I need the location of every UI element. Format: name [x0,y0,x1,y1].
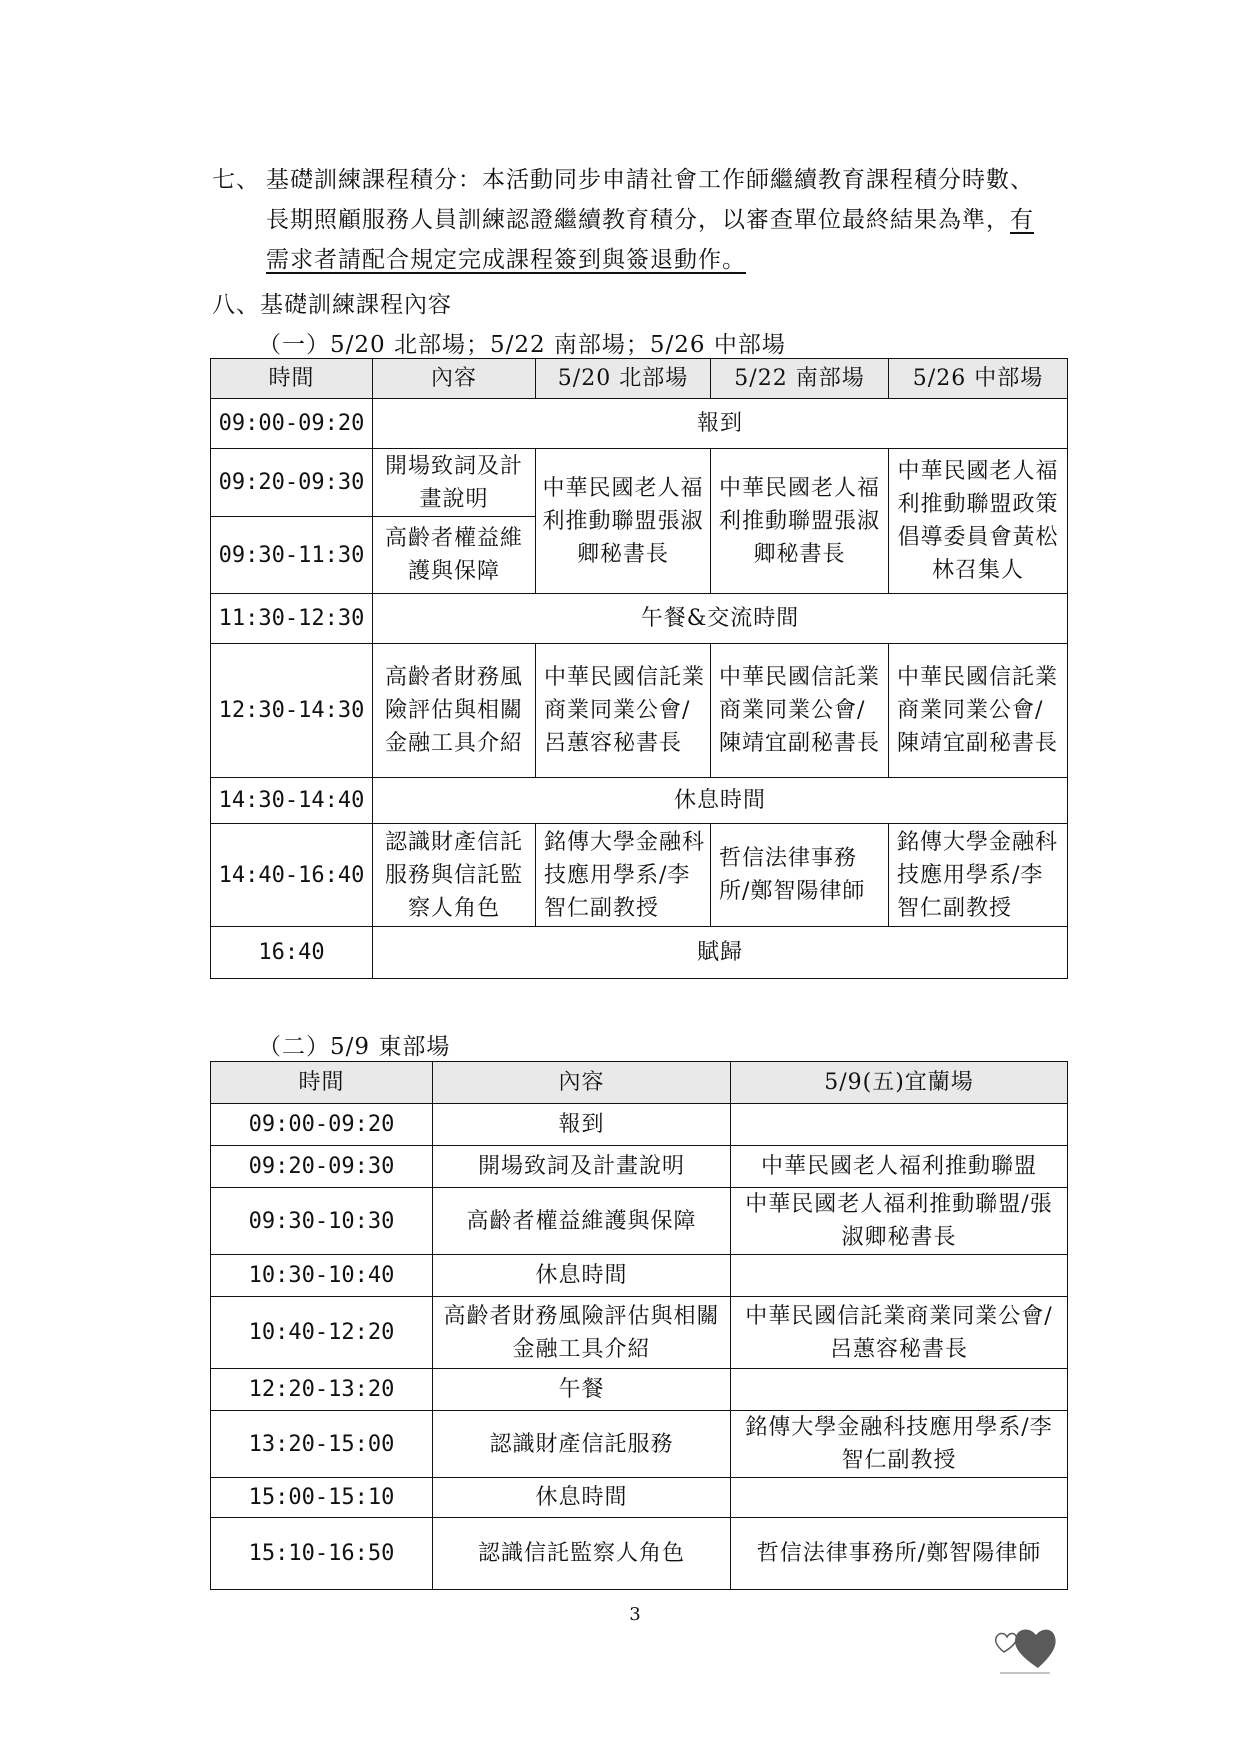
header-south: 5/22 南部場 [711,359,889,399]
table-row [211,1478,1068,1518]
content-cell: 高齡者財務風險評估與相關金融工具介紹 [373,644,536,778]
time-cell: 09:00-09:20 [211,1104,433,1146]
table-row [211,927,1068,979]
speaker-cell [731,1104,1068,1146]
speaker-cell: 銘傳大學金融科技應用學系/李智仁副教授 [731,1411,1068,1478]
section-7-paragraph [212,160,1092,280]
table-row [211,1255,1068,1297]
speaker-cell: 中華民國信託業商業同業公會/呂蕙容秘書長 [731,1297,1068,1369]
speaker-north: 中華民國老人福利推動聯盟張淑卿秘書長 [536,449,711,594]
speaker-central: 中華民國信託業商業同業公會/陳靖宜副秘書長 [889,644,1068,778]
time-cell: 16:40 [211,927,373,979]
table-1-caption: （一）5/20 北部場；5/22 南部場；5/26 中部場 [258,332,786,358]
speaker-cell [731,1255,1068,1297]
time-cell: 15:00-15:10 [211,1478,433,1518]
table-row [211,449,1068,517]
speaker-cell [731,1369,1068,1411]
section-8-title: 八、基礎訓練課程內容 [212,292,452,318]
content-cell: 認識財產信託服務與信託監察人角色 [373,824,536,927]
header-content: 內容 [433,1062,731,1104]
speaker-south: 中華民國信託業商業同業公會/陳靖宜副秘書長 [711,644,889,778]
time-cell: 13:20-15:00 [211,1411,433,1478]
page-number: 3 [629,1604,641,1625]
table-row [211,1369,1068,1411]
speaker-south: 中華民國老人福利推動聯盟張淑卿秘書長 [711,449,889,594]
speaker-central: 中華民國老人福利推動聯盟政策倡導委員會黃松林召集人 [889,449,1068,594]
table-row [211,1188,1068,1255]
content-cell: 高齡者權益維護與保障 [373,517,536,594]
time-cell: 09:00-09:20 [211,399,373,449]
speaker-central: 銘傳大學金融科技應用學系/李智仁副教授 [889,824,1068,927]
time-cell: 12:30-14:30 [211,644,373,778]
merged-cell: 報到 [373,399,1068,449]
header-time: 時間 [211,359,373,399]
time-cell: 14:30-14:40 [211,778,373,824]
table-row [211,399,1068,449]
section-7-line-3: 需求者請配合規定完成課程簽到與簽退動作。 [266,247,746,273]
speaker-north: 銘傳大學金融科技應用學系/李智仁副教授 [536,824,711,927]
logo-small-heart-icon [996,1633,1017,1652]
header-yilan: 5/9(五)宜蘭場 [731,1062,1068,1104]
time-cell: 09:30-10:30 [211,1188,433,1255]
time-cell: 12:20-13:20 [211,1369,433,1411]
table-row [211,1104,1068,1146]
content-cell: 認識信託監察人角色 [433,1518,731,1590]
time-cell: 09:30-11:30 [211,517,373,594]
table-row [211,1297,1068,1369]
speaker-cell [731,1478,1068,1518]
section-7-line-1: 基礎訓練課程積分：本活動同步申請社會工作師繼續教育課程積分時數、 [266,167,1034,193]
content-cell: 開場致詞及計畫說明 [373,449,536,517]
merged-cell: 賦歸 [373,927,1068,979]
header-content: 內容 [373,359,536,399]
content-cell: 高齡者財務風險評估與相關金融工具介紹 [433,1297,731,1369]
table-row [211,778,1068,824]
content-cell: 高齡者權益維護與保障 [433,1188,731,1255]
logo-heart-icon [1015,1629,1056,1668]
content-cell: 認識財產信託服務 [433,1411,731,1478]
time-cell: 10:30-10:40 [211,1255,433,1297]
time-cell: 14:40-16:40 [211,824,373,927]
table-row [211,1062,1068,1104]
speaker-cell: 中華民國老人福利推動聯盟 [731,1146,1068,1188]
schedule-table-east [210,1061,1068,1590]
speaker-cell: 中華民國老人福利推動聯盟/張淑卿秘書長 [731,1188,1068,1255]
speaker-cell: 哲信法律事務所/鄭智陽律師 [731,1518,1068,1590]
header-north: 5/20 北部場 [536,359,711,399]
content-cell: 開場致詞及計畫說明 [433,1146,731,1188]
time-cell: 15:10-16:50 [211,1518,433,1590]
table-row [211,824,1068,927]
table-row [211,1411,1068,1478]
time-cell: 10:40-12:20 [211,1297,433,1369]
section-7-line-2-underlined: 有 [1010,207,1034,233]
content-cell: 報到 [433,1104,731,1146]
table-row [211,359,1068,399]
content-cell: 休息時間 [433,1255,731,1297]
table-row [211,644,1068,778]
table-2-caption: （二）5/9 東部場 [258,1034,451,1060]
table-row [211,594,1068,644]
content-cell: 午餐 [433,1369,731,1411]
header-time: 時間 [211,1062,433,1104]
organization-heart-logo [990,1618,1060,1678]
schedule-table-north-south-central [210,358,1068,979]
section-7-number: 七、 [212,167,260,193]
table-row [211,1146,1068,1188]
time-cell: 09:20-09:30 [211,449,373,517]
merged-cell: 休息時間 [373,778,1068,824]
speaker-south: 哲信法律事務所/鄭智陽律師 [711,824,889,927]
section-7-line-2: 長期照顧服務人員訓練認證繼續教育積分，以審查單位最終結果為準， [266,207,1010,233]
time-cell: 09:20-09:30 [211,1146,433,1188]
table-row [211,1518,1068,1590]
header-central: 5/26 中部場 [889,359,1068,399]
merged-cell: 午餐&交流時間 [373,594,1068,644]
time-cell: 11:30-12:30 [211,594,373,644]
content-cell: 休息時間 [433,1478,731,1518]
speaker-north: 中華民國信託業商業同業公會/呂蕙容秘書長 [536,644,711,778]
